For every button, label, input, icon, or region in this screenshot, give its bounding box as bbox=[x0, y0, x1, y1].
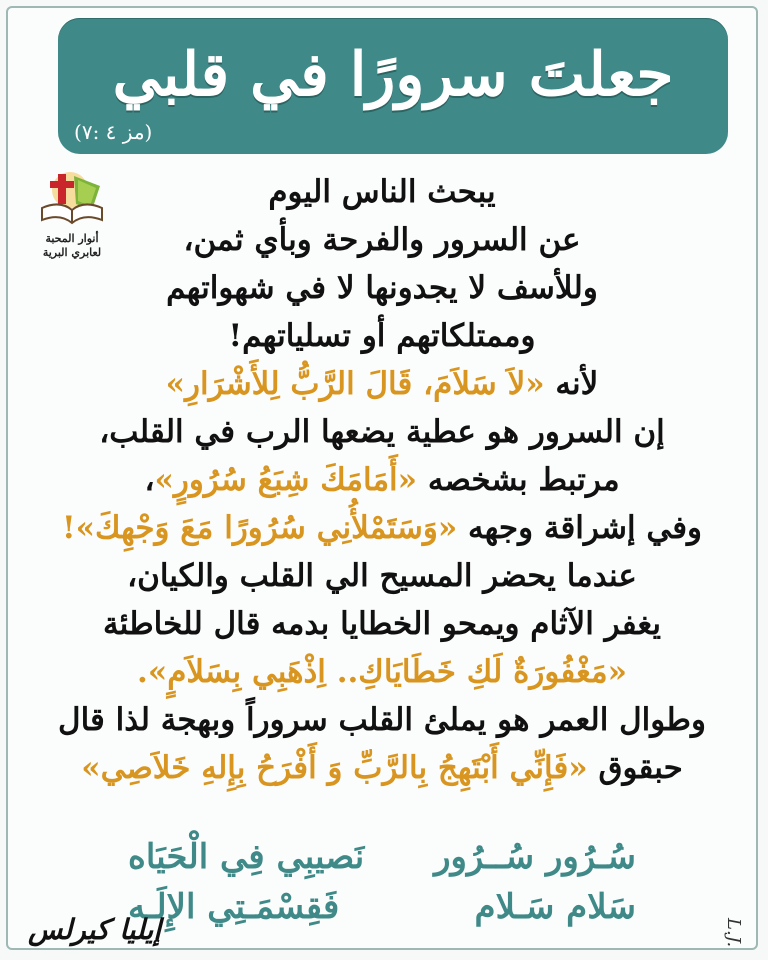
designer-initials: L.J. bbox=[723, 918, 744, 948]
hymn-row-1 bbox=[128, 832, 636, 882]
text-segment: عندما يحضر المسيح الي القلب والكيان، bbox=[127, 558, 637, 594]
hymn-row-2 bbox=[128, 882, 636, 932]
scripture-reference: (مز ٤ :٧) bbox=[74, 120, 153, 144]
text-segment: وفي إشراقة وجهه bbox=[457, 510, 702, 546]
scripture-quote: «لاَ سَلاَمَ، قَالَ الرَّبُّ لِلأَشْرَارِ» bbox=[165, 366, 545, 402]
scripture-quote: «أَمَامَكَ شِبَعُ سُرُورٍ» bbox=[154, 462, 418, 498]
text-line bbox=[32, 168, 732, 216]
text-segment: يغفر الآثام ويمحو الخطايا بدمه قال للخاطئة bbox=[103, 606, 661, 642]
text-segment: وللأسف لا يجدونها لا في شهواتهم bbox=[166, 270, 598, 306]
text-segment: وطوال العمر هو يملئ القلب سروراً وبهجة لذا قال bbox=[58, 702, 706, 738]
scripture-quote: «وَسَتَمْلأُنِي سُرُورًا مَعَ وَجْهِكَ»! bbox=[61, 510, 458, 546]
text-segment: عن السرور والفرحة وبأي ثمن، bbox=[183, 222, 581, 258]
hymn-phrase: سَلام سَـلام bbox=[474, 887, 636, 927]
hymn-phrase: سُـرُور سُــرُور bbox=[434, 837, 636, 877]
hymn-phrase: نَصيبِي فِي الْحَيَاه bbox=[128, 837, 365, 877]
text-segment: حبقوق bbox=[587, 750, 683, 786]
text-segment: يبحث الناس اليوم bbox=[268, 174, 496, 210]
text-segment: ، bbox=[144, 462, 155, 498]
scripture-quote: «فَإِنِّي أَبْتَهِجُ بِالرَّبِّ وَ أَفْرَحُ بِإِلهِ خَلاَصِي» bbox=[81, 750, 588, 786]
meditation-body bbox=[32, 168, 732, 792]
scripture-quote: «مَغْفُورَةٌ لَكِ خَطَايَاكِ.. اِذْهَبِي بِسَلاَمٍ». bbox=[137, 654, 627, 690]
author-signature: إيليا كيرلس bbox=[28, 913, 162, 946]
text-segment: مرتبط بشخصه bbox=[417, 462, 620, 498]
page-frame bbox=[6, 6, 758, 950]
page-title: جعلتَ سرورًا في قلبي bbox=[112, 40, 674, 110]
text-line bbox=[32, 456, 732, 504]
logo-line-2: لعابري البرية bbox=[42, 246, 102, 259]
text-line bbox=[32, 696, 732, 744]
hymn-phrase: فَقِسْمَـتِي الإِلَـه bbox=[128, 887, 340, 927]
text-line bbox=[32, 216, 732, 264]
text-segment: وممتلكاتهم أو تسلياتهم! bbox=[228, 318, 536, 354]
hymn-verse bbox=[128, 832, 636, 932]
text-line bbox=[32, 264, 732, 312]
text-line bbox=[32, 744, 732, 792]
title-banner bbox=[58, 18, 728, 154]
text-line bbox=[32, 360, 732, 408]
text-line bbox=[32, 648, 732, 696]
text-line bbox=[32, 504, 732, 552]
logo-line-1: أنوار المحبة bbox=[45, 232, 99, 245]
text-line bbox=[32, 552, 732, 600]
text-line bbox=[32, 600, 732, 648]
text-line bbox=[32, 408, 732, 456]
text-segment: لأنه bbox=[544, 366, 599, 402]
text-line bbox=[32, 312, 732, 360]
text-segment: إن السرور هو عطية يضعها الرب في القلب، bbox=[99, 414, 665, 450]
